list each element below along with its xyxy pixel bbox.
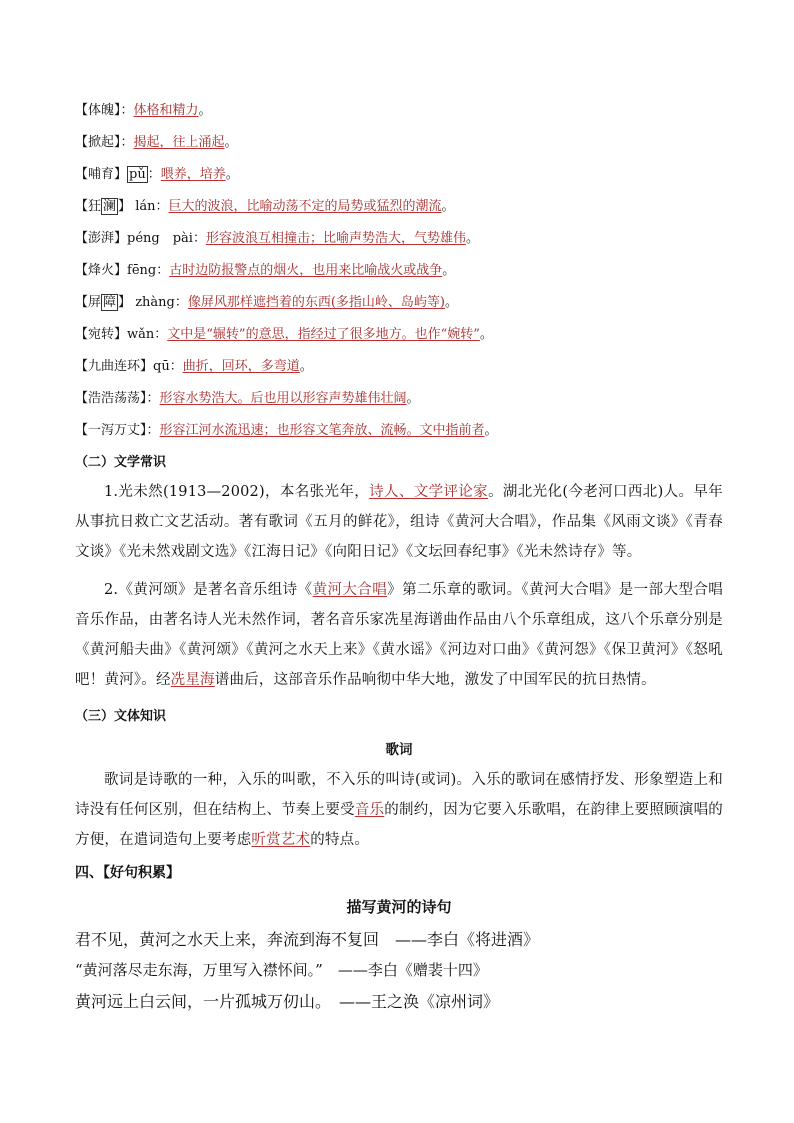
- paragraph-genre: 歌词是诗歌的一种，入乐的叫歌，不入乐的叫诗(或词)。入乐的歌词在感情抒发、形象塑造上和诗没有任何区别，但在结构上、节奏上要受音乐的制约，因为它要入乐歌唱，在韵律上要照顾演唱的方便，在遣词造句上要考虑听赏艺术的特点。: [75, 772, 723, 848]
- vocab-item: 【九曲连环】qū：曲折，回环，多弯道。: [75, 359, 313, 374]
- vocab-item: 【掀起】：揭起，往上涌起。: [75, 135, 238, 150]
- vocab-item: 【澎湃】péng pài：形容波浪互相撞击；比喻声势浩大，气势雄伟。: [75, 231, 479, 246]
- vocab-definition: 揭起，往上涌起: [133, 135, 225, 150]
- vocab-definition: 古时边防报警点的烟火，也用来比喻战火或战争: [169, 263, 443, 278]
- vocab-item: 【宛转】wǎn：文中是“辗转”的意思，指经过了很多地方。也作“婉转”。: [75, 327, 493, 342]
- highlight-link: 音乐: [354, 802, 385, 818]
- section-heading: （二）文学常识: [75, 455, 167, 470]
- section-heading: 四、【好句积累】: [75, 865, 180, 881]
- vocab-term: 【体魄】: [75, 103, 121, 118]
- pinyin-box: pǔ: [129, 167, 146, 182]
- vocab-term: 【宛转】: [75, 327, 128, 342]
- vocab-item: 【狂 澜 】 lán：巨大的波浪，比喻动荡不定的局势或猛烈的潮流。: [75, 199, 455, 214]
- vocab-pinyin: qū：: [153, 359, 183, 374]
- vocab-item: 【屏 障 】 zhàng：像屏风那样遮挡着的东西(多指山岭、岛屿等)。: [75, 295, 459, 310]
- vocab-term: 【一泻万丈】: [75, 423, 147, 438]
- section-title: 歌词: [385, 742, 413, 758]
- vocab-definition: 曲折，回环，多弯道: [182, 359, 300, 374]
- section-heading: （三）文体知识: [75, 709, 167, 724]
- vocab-term: 【哺育】: [75, 167, 128, 182]
- char-box: 澜: [103, 199, 117, 214]
- vocab-pinyin: lán：: [135, 199, 169, 214]
- poem-line: “黄河落尽走东海，万里写入襟怀间。” ——李白《赠裴十四》: [75, 961, 488, 979]
- vocab-definition: 文中是“辗转”的意思，指经过了很多地方。也作“婉转”: [167, 327, 480, 342]
- vocab-definition: 形容波浪互相撞击；比喻声势浩大，气势雄伟: [205, 231, 466, 246]
- poem-line: 黄河远上白云间，一片孤城万仞山。 ——王之涣《凉州词》: [75, 992, 500, 1011]
- vocab-definition: 巨大的波浪，比喻动荡不定的局势或猛烈的潮流: [168, 199, 442, 214]
- highlight-link: 冼星海: [170, 672, 215, 688]
- vocab-pinyin: péng pài：: [127, 231, 206, 246]
- highlight-link: 听赏艺术: [251, 832, 311, 848]
- vocab-definition: 体格和精力: [133, 103, 199, 118]
- vocab-term: 【澎湃】: [75, 231, 128, 246]
- char-box: 障: [103, 295, 117, 310]
- section-title: 描写黄河的诗句: [346, 898, 452, 916]
- vocab-definition: 像屏风那样遮挡着的东西(多指山岭、岛屿等): [187, 295, 446, 310]
- vocab-pinyin: wǎn：: [127, 327, 168, 342]
- highlight-link: 诗人、文学评论家: [369, 484, 489, 500]
- vocab-term: 【浩浩荡荡】: [75, 391, 147, 406]
- vocab-definition: 形容江河水流迅速；也形容文笔奔放、流畅。文中指前者: [159, 423, 485, 438]
- vocab-item: 【体魄】：体格和精力。: [75, 103, 212, 118]
- vocab-term: 【烽火】: [75, 263, 128, 278]
- vocab-definition: 形容水势浩大。后也用以形容声势雄伟壮阔: [159, 391, 407, 406]
- paragraph-author: 1.光未然(1913—2002)，本名张光年，诗人、文学评论家。湖北光化(今老河口西北)人。早年从事抗日救亡文艺活动。著有歌词《五月的鲜花》，组诗《黄河大合唱》，作品集《风雨文谈》《青春文谈》《光未然戏剧文选》《江海日记》《向阳日记》《文坛回春纪事》《光未然诗存》等。: [75, 484, 723, 560]
- vocab-term: 【掀起】: [75, 135, 121, 150]
- vocab-definition: 喂养，培养: [160, 167, 226, 182]
- vocab-item: 【哺育】 pǔ ：喂养，培养。: [75, 167, 239, 182]
- vocab-item: 【一泻万丈】：形容江河水流迅速；也形容文笔奔放、流畅。文中指前者。: [75, 423, 498, 438]
- highlight-link: 黄河大合唱: [312, 582, 388, 598]
- vocab-pinyin: fēng：: [127, 263, 170, 278]
- paragraph-work: 2.《黄河颂》是著名音乐组诗《黄河大合唱》第二乐章的歌词。《黄河大合唱》是一部大型合唱音乐作品，由著名诗人光未然作词，著名音乐家冼星海谱曲作品由八个乐章组成，这八个乐章分别是《黄河船夫曲》《黄河颂》《黄河之水天上来》《黄水谣》《河边对口曲》《黄河怨》《保卫黄河》《怒吼吧！黄河》。经冼星海谱曲后，这部音乐作品响彻中华大地，激发了中国军民的抗日热情。: [75, 582, 723, 688]
- poem-line: 君不见，黄河之水天上来，奔流到海不复回 ——李白《将进酒》: [75, 930, 540, 949]
- vocab-item: 【烽火】fēng：古时边防报警点的烟火，也用来比喻战火或战争。: [75, 263, 456, 278]
- vocab-item: 【浩浩荡荡】：形容水势浩大。后也用以形容声势雄伟壮阔。: [75, 391, 420, 406]
- vocab-pinyin: zhàng：: [135, 295, 188, 310]
- vocab-term: 【九曲连环】: [75, 359, 154, 374]
